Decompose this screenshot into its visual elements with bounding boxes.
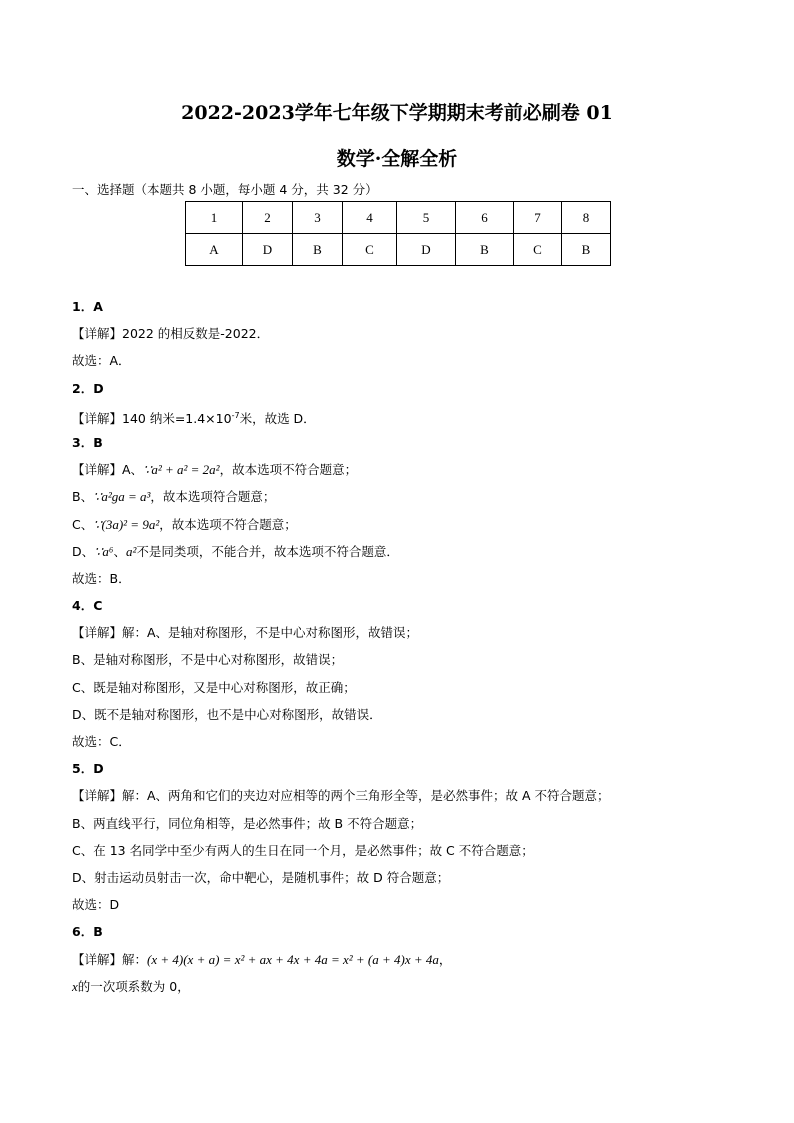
option-suffix: ，故本选项不符合题意； <box>159 516 297 532</box>
solution-option-c: C、既是轴对称图形，又是中心对称图形，故正确； <box>72 679 356 695</box>
table-cell: 5 <box>397 202 456 234</box>
detail-text: 的一次项系数为 0， <box>77 978 190 994</box>
solution-option-a: 【详解】解：A、两角和它们的夹边对应相等的两个三角形全等，是必然事件；故 A 不符合题意； <box>72 788 610 804</box>
solution-option-a: 【详解】解：A、是轴对称图形，不是中心对称图形，故错误； <box>72 625 419 641</box>
table-cell: C <box>343 234 397 266</box>
page-title: 2022-2023学年七年级下学期期末考前必刷卷 01 <box>181 102 613 124</box>
option-prefix: B、 <box>72 489 94 505</box>
solution-conclusion: 故选：A． <box>72 353 131 369</box>
table-cell: 3 <box>293 202 343 234</box>
option-suffix: 不是同类项，不能合并，故本选项不符合题意． <box>136 543 399 559</box>
solution-detail <box>72 402 732 429</box>
solution-detail: 【详解】2022 的相反数是-2022． <box>72 326 270 342</box>
math-expression: (x + 4)(x + a) = x² + ax + 4x + 4a = x² + (a + 4)x + 4a <box>147 951 439 967</box>
table-cell: 6 <box>456 202 514 234</box>
separator: 、 <box>113 543 126 559</box>
detail-prefix: 【详解】解： <box>72 951 148 967</box>
solution-option-b <box>72 483 732 510</box>
math-expression: ∵a²ga = a³ <box>93 489 151 505</box>
option-suffix: ，故本选项不符合题意； <box>219 462 358 478</box>
table-cell: 4 <box>343 202 397 234</box>
table-cell: 2 <box>243 202 293 234</box>
detail-suffix: 米，故选 D． <box>239 410 316 426</box>
question-number: 3．B <box>72 434 103 450</box>
table-cell: D <box>243 234 293 266</box>
page-subtitle: 数学·全解全析 <box>336 148 458 170</box>
detail-suffix: ， <box>438 951 452 967</box>
question-number: 1．A <box>72 299 103 314</box>
option-prefix: D、 <box>72 543 95 559</box>
solution-option-b: B、是轴对称图形，不是中心对称图形，故错误； <box>72 652 344 668</box>
answer-table <box>185 201 611 266</box>
table-cell: B <box>562 234 611 266</box>
solution-option-c: C、在 13 名同学中至少有两人的生日在同一个月，是必然事件；故 C 不符合题意； <box>72 842 534 858</box>
option-prefix: C、 <box>72 516 94 532</box>
section-heading: 一、选择题（本题共 8 小题，每小题 4 分，共 32 分） <box>72 182 378 197</box>
math-expression: ∵a⁶ <box>94 543 114 559</box>
math-expression: a² <box>125 543 137 559</box>
table-cell: C <box>514 234 562 266</box>
solution-option-d <box>72 538 732 565</box>
solution-detail <box>72 946 732 973</box>
solution-option-d: D、既不是轴对称图形，也不是中心对称图形，故错误． <box>72 706 382 722</box>
question-number: 6．B <box>72 924 103 940</box>
question-number: 2．D <box>72 380 104 396</box>
solution-option-a <box>72 456 732 483</box>
solutions-body <box>72 293 732 1000</box>
solution-conclusion: 故选：D <box>72 897 120 913</box>
math-variable: x <box>72 978 78 994</box>
solution-conclusion: 故选：B． <box>72 570 131 586</box>
answer-table-answer-row <box>186 234 611 266</box>
table-cell: A <box>186 234 243 266</box>
solution-detail <box>72 973 732 1000</box>
answer-table-number-row <box>186 202 611 234</box>
exponent: -7 <box>231 410 240 420</box>
table-cell: B <box>293 234 343 266</box>
table-cell: 1 <box>186 202 243 234</box>
math-expression: ∵(3a)² = 9a² <box>93 516 160 532</box>
detail-prefix: 【详解】140 纳米=1.4×10 <box>72 410 232 426</box>
question-number: 4．C <box>72 598 103 614</box>
table-cell: D <box>397 234 456 266</box>
table-cell: B <box>456 234 514 266</box>
math-expression: ∵a² + a² = 2a² <box>143 462 220 478</box>
solution-option-b: B、两直线平行，同位角相等，是必然事件；故 B 不符合题意； <box>72 815 423 831</box>
solution-option-c <box>72 511 732 538</box>
question-number: 5．D <box>72 761 104 777</box>
option-prefix: 【详解】A、 <box>72 462 144 478</box>
solution-option-d: D、射击运动员射击一次，命中靶心，是随机事件；故 D 符合题意； <box>72 869 450 885</box>
solution-conclusion: 故选：C． <box>72 734 131 749</box>
option-suffix: ，故本选项符合题意； <box>150 489 276 505</box>
table-cell: 7 <box>514 202 562 234</box>
table-cell: 8 <box>562 202 611 234</box>
